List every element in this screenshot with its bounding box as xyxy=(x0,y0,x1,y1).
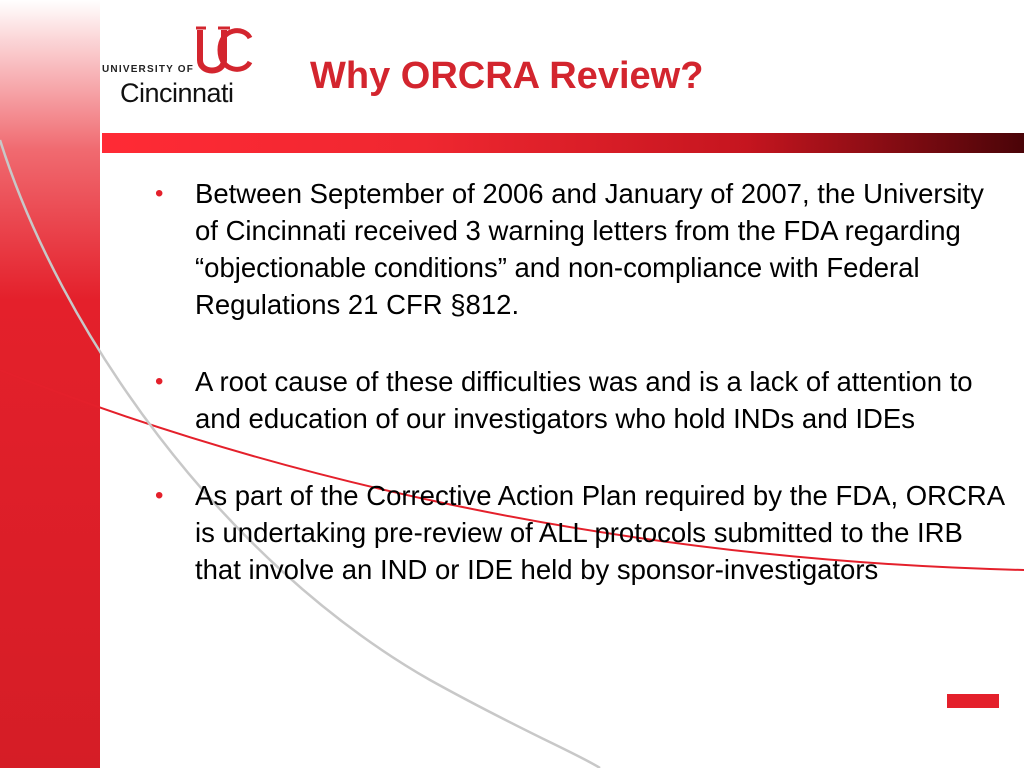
bullet-icon: • xyxy=(155,180,164,207)
bullet-item xyxy=(155,477,1005,588)
slide-body xyxy=(155,175,1005,628)
bullet-item xyxy=(155,363,1005,437)
uc-logo-mark-icon xyxy=(194,24,256,82)
bullet-icon: • xyxy=(155,482,164,509)
title-divider-bar xyxy=(102,133,1024,153)
slide-title: Why ORCRA Review? xyxy=(310,55,704,97)
bullet-text: Between September of 2006 and January of 2007, the University of Cincinnati received 3 warning letters from the FDA regarding “objectionable conditions” and non-compliance with Federal Regulations 21 CFR §812. xyxy=(195,178,984,320)
bullet-item xyxy=(155,175,1005,323)
bullet-text: A root cause of these difficulties was and is a lack of attention to and education of our investigators who hold INDs and IDEs xyxy=(195,366,973,434)
bullet-text: As part of the Corrective Action Plan required by the FDA, ORCRA is undertaking pre-review of ALL protocols submitted to the IRB that involve an IND or IDE held by sponsor-investigators xyxy=(195,480,1004,585)
corner-accent-bar xyxy=(947,694,999,708)
logo-cincinnati-text: Cincinnati xyxy=(120,78,234,108)
university-logo xyxy=(100,24,275,114)
logo-university-of-text: UNIVERSITY OF xyxy=(102,64,195,75)
bullet-icon: • xyxy=(155,368,164,395)
